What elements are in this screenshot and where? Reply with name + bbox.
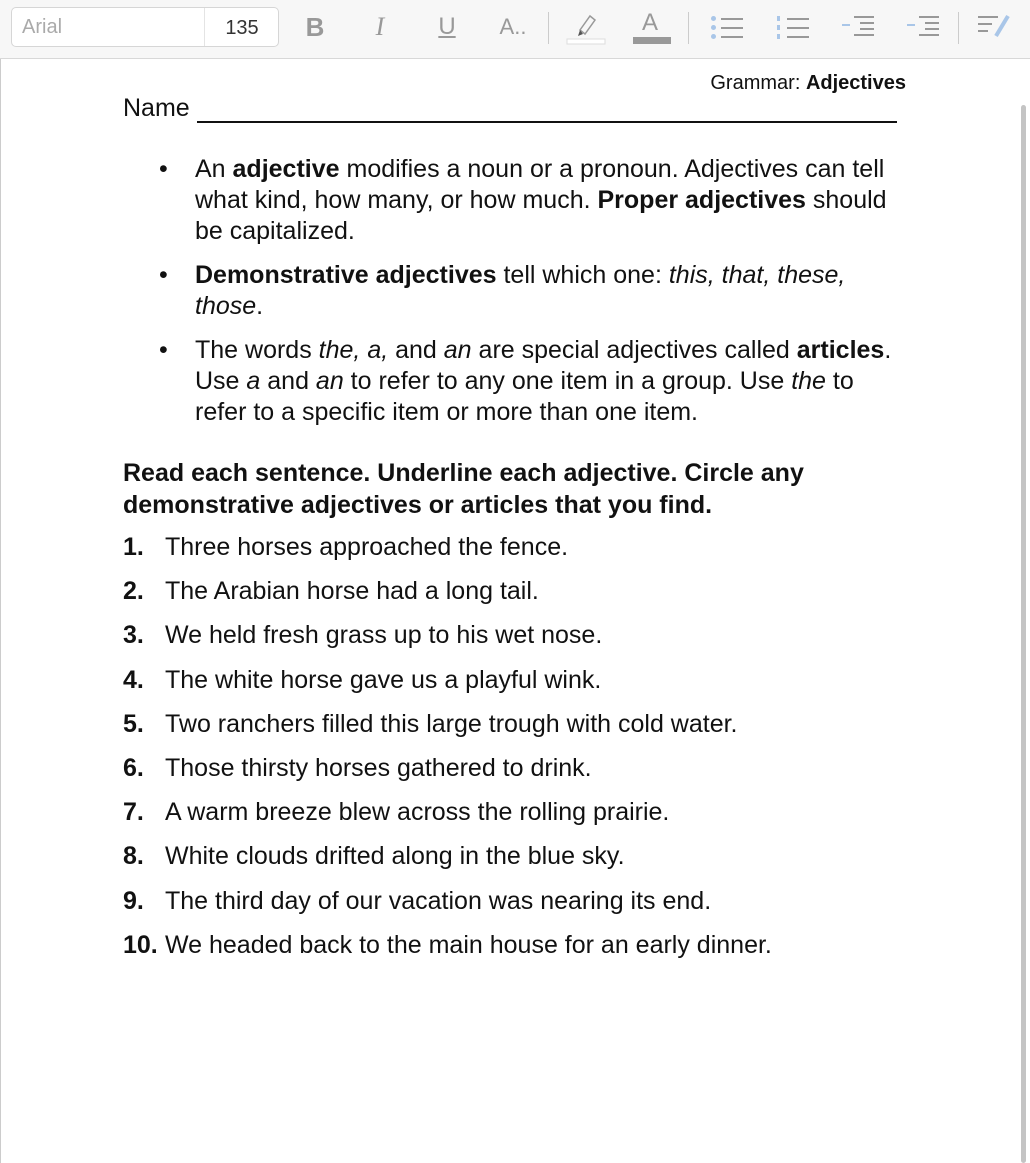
rule-text-segment: Demonstrative adjectives [195,261,497,289]
format-painter-icon[interactable] [978,14,1012,40]
name-blank-line[interactable] [197,121,897,123]
numbered-list-icon[interactable] [775,14,809,40]
text-color-swatch [633,37,671,44]
rules-list [123,154,903,441]
highlight-icon[interactable] [566,8,606,46]
font-picker[interactable] [11,7,279,47]
vertical-scrollbar[interactable] [1021,105,1026,1163]
rule-bullet [123,335,903,428]
item-sentence[interactable]: The third day of our vacation was nearing its end. [165,886,712,915]
rule-text-segment: an [443,336,472,364]
name-label: Name [123,94,190,122]
rule-text-segment: and [388,336,444,364]
rule-text-segment: . [256,292,264,320]
rule-text-segment: . Use [195,336,892,395]
item-number: 5. [123,709,144,738]
bullet-icon: • [159,155,168,183]
item-number: 3. [123,621,144,650]
header-topic: Adjectives [805,72,906,94]
rule-text-segment: are special adjectives called [471,336,797,364]
underline-icon[interactable]: U [438,13,456,40]
rule-text-segment: this, that, these, those [195,261,846,320]
rule-text-segment: Proper adjectives [597,186,806,214]
rule-text-segment: The words [195,336,319,364]
bold-icon[interactable]: B [305,12,325,42]
font-name-input[interactable]: Arial [22,16,63,38]
header-label: Grammar: [710,72,806,94]
rule-text-segment: tell which one: [496,261,669,289]
worksheet-header [710,72,906,95]
item-number: 9. [123,886,144,915]
item-sentence[interactable]: A warm breeze blew across the rolling prairie. [165,798,670,827]
rule-bullet [123,154,903,247]
item-sentence[interactable]: White clouds drifted along in the blue sky. [165,842,625,871]
rule-text-segment: an [315,367,344,395]
toolbar-divider [548,12,549,44]
item-sentence[interactable]: The white horse gave us a playful wink. [165,665,602,694]
rule-text-segment: should be capitalized. [195,186,887,245]
item-sentence[interactable]: The Arabian horse had a long tail. [165,577,539,606]
item-number: 7. [123,798,144,827]
item-sentence[interactable]: We held fresh grass up to his wet nose. [165,621,603,650]
font-size-input[interactable]: 135 [204,8,279,46]
rule-text-segment: the [791,367,826,395]
bullet-icon: • [159,261,168,289]
item-number: 2. [123,577,144,606]
item-sentence[interactable]: Three horses approached the fence. [165,533,569,561]
rule-text-segment: a [246,367,261,395]
toolbar-divider [958,12,959,44]
decrease-indent-icon[interactable] [840,14,874,40]
text-color-icon[interactable] [632,8,672,46]
more-text-style-icon[interactable]: A.. [499,14,527,39]
increase-indent-icon[interactable] [905,14,939,40]
rule-text-segment: adjective [232,155,340,183]
instructions: Read each sentence. Underline each adjective. Circle any demonstrative adjectives or articles that you find. [123,459,804,519]
bullet-icon: • [159,336,168,364]
rule-text-segment: articles [796,336,885,364]
item-number: 10. [123,930,158,959]
item-sentence[interactable]: We headed back to the main house for an early dinner. [165,930,772,959]
rule-bullet [123,260,903,322]
rule-text-segment: An [195,155,233,183]
item-sentence[interactable]: Two ranchers filled this large trough with cold water. [165,709,738,738]
rule-text-segment: and [260,367,316,395]
toolbar-divider [688,12,689,44]
italic-icon[interactable]: I [375,12,385,41]
rule-text-segment: to refer to a specific item or more than one item. [195,367,854,426]
bulleted-list-icon[interactable] [709,14,743,40]
item-number: 1. [123,533,144,561]
item-number: 6. [123,753,144,782]
rule-text-segment: to refer to any one item in a group. Use [343,367,792,395]
item-sentence[interactable]: Those thirsty horses gathered to drink. [165,753,592,782]
rule-text-segment: modifies a noun or a pronoun. Adjectives can tell what kind, how many, or how much. [195,155,885,214]
item-number: 8. [123,842,144,871]
text-color-glyph: A [642,9,659,36]
rule-text-segment: the, a, [318,336,389,364]
item-number: 4. [123,665,144,694]
formatting-toolbar [0,0,1030,59]
